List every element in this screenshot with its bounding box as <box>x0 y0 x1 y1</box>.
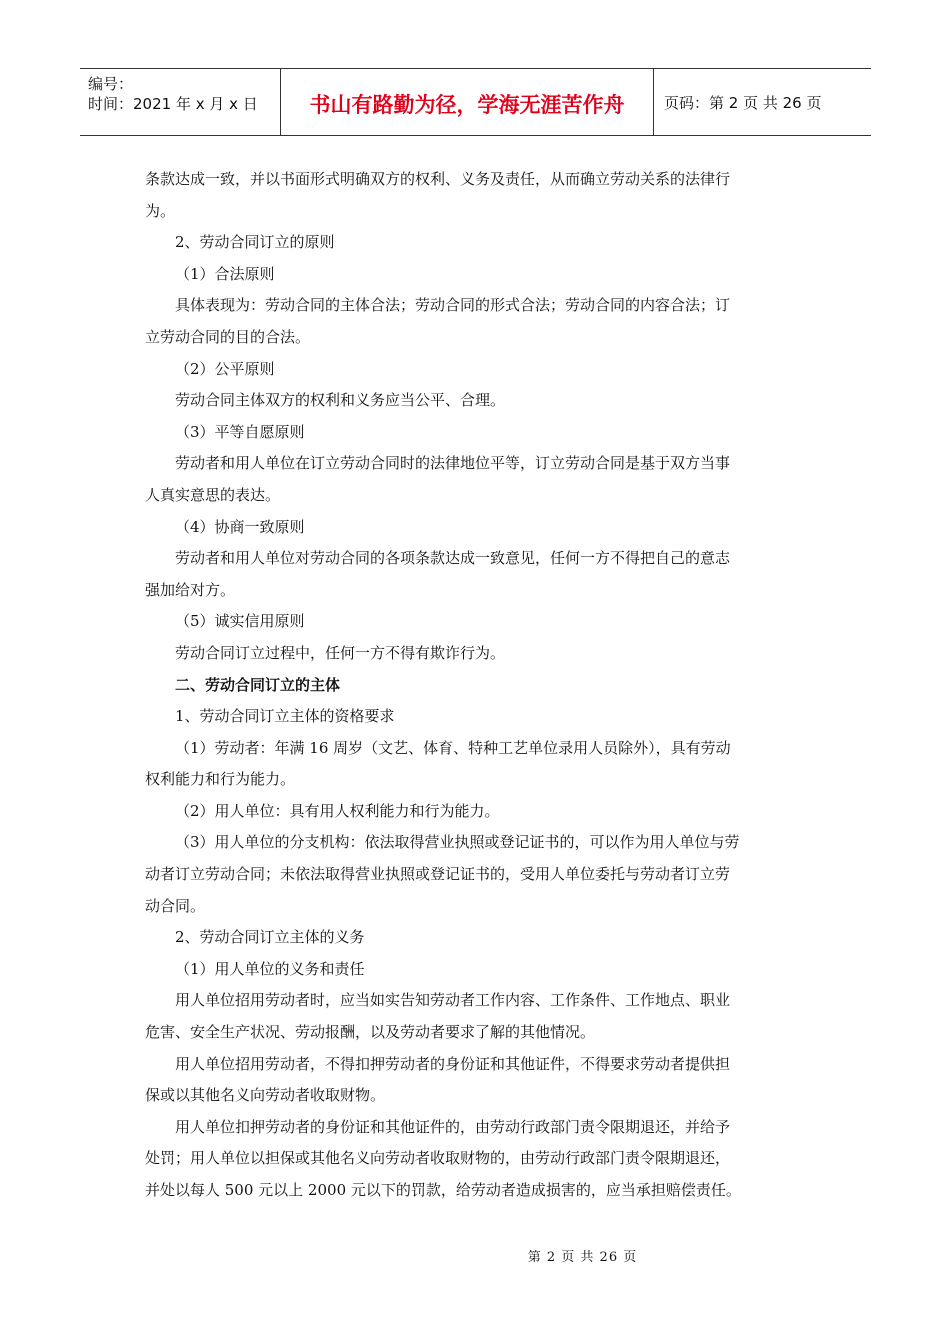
footer-page-number: 第 2 页 共 26 页 <box>527 1250 638 1265</box>
subsection-heading: （3）平等自愿原则 <box>175 422 305 441</box>
header-meta <box>80 69 281 135</box>
body-line: 处罚；用人单位以担保或其他名义向劳动者收取财物的，由劳动行政部门责令限期退还， <box>145 1149 731 1168</box>
chapter-heading: 二、劳动合同订立的主体 <box>175 675 341 694</box>
body-line: 劳动者和用人单位在订立劳动合同时的法律地位平等，订立劳动合同是基于双方当事 <box>175 454 731 473</box>
date-line: 时间：2021 年 x 月 x 日 <box>88 95 258 113</box>
page-header <box>80 68 871 136</box>
body-line: （2）用人单位：具有用人权利能力和行为能力。 <box>175 801 500 820</box>
body-line: 并处以每人 500 元以上 2000 元以下的罚款，给劳动者造成损害的，应当承担赔偿责任。 <box>145 1181 741 1199</box>
body-line: （3）用人单位的分支机构：依法取得营业执照或登记证书的，可以作为用人单位与劳 <box>175 833 740 852</box>
page-footer <box>0 1246 950 1265</box>
body-line: 危害、安全生产状况、劳动报酬，以及劳动者要求了解的其他情况。 <box>145 1023 596 1042</box>
body-line: 劳动合同订立过程中，任何一方不得有欺诈行为。 <box>175 643 506 662</box>
subsection-heading: （4）协商一致原则 <box>175 517 305 536</box>
body-line: 用人单位招用劳动者时，应当如实告知劳动者工作内容、工作条件、工作地点、职业 <box>175 991 731 1010</box>
body-line: 权利能力和行为能力。 <box>145 770 296 789</box>
body-line: 劳动合同主体双方的权利和义务应当公平、合理。 <box>175 391 506 410</box>
section-heading: 2、劳动合同订立的原则 <box>175 233 335 252</box>
body-line: 用人单位招用劳动者，不得扣押劳动者的身份证和其他证件，不得要求劳动者提供担 <box>175 1054 731 1073</box>
body-line: 用人单位扣押劳动者的身份证和其他证件的，由劳动行政部门责令限期退还，并给予 <box>175 1117 731 1136</box>
number-label: 编号： <box>88 75 134 93</box>
subsection-heading: （1）用人单位的义务和责任 <box>175 959 365 978</box>
body-line: 为。 <box>145 201 176 220</box>
body-line: 条款达成一致，并以书面形式明确双方的权利、义务及责任，从而确立劳动关系的法律行 <box>145 170 731 188</box>
body-line: 保或以其他名义向劳动者收取财物。 <box>145 1086 386 1105</box>
body-line: （1）劳动者：年满 16 周岁（文艺、体育、特种工艺单位录用人员除外），具有劳动 <box>175 738 731 757</box>
header-page-info: 页码：第 2 页 共 26 页 <box>664 93 822 112</box>
subsection-heading: （5）诚实信用原则 <box>175 612 305 631</box>
body-line: 具体表现为：劳动合同的主体合法；劳动合同的形式合法；劳动合同的内容合法；订 <box>175 296 731 315</box>
body-line: 人真实意思的表达。 <box>145 485 281 504</box>
subsection-heading: （2）公平原则 <box>175 359 275 378</box>
section-heading: 2、劳动合同订立主体的义务 <box>175 928 365 947</box>
subsection-heading: （1）合法原则 <box>175 264 275 283</box>
body-line: 动合同。 <box>145 896 206 915</box>
body-line: 强加给对方。 <box>145 580 236 599</box>
document-body <box>145 164 810 1207</box>
header-motto: 书山有路勤为径，学海无涯苦作舟 <box>281 69 654 135</box>
body-line: 劳动者和用人单位对劳动合同的各项条款达成一致意见，任何一方不得把自己的意志 <box>175 549 731 568</box>
section-heading: 1、劳动合同订立主体的资格要求 <box>175 707 395 726</box>
body-line: 动者订立劳动合同；未依法取得营业执照或登记证书的，受用人单位委托与劳动者订立劳 <box>145 865 731 884</box>
body-line: 立劳动合同的目的合法。 <box>145 327 311 346</box>
